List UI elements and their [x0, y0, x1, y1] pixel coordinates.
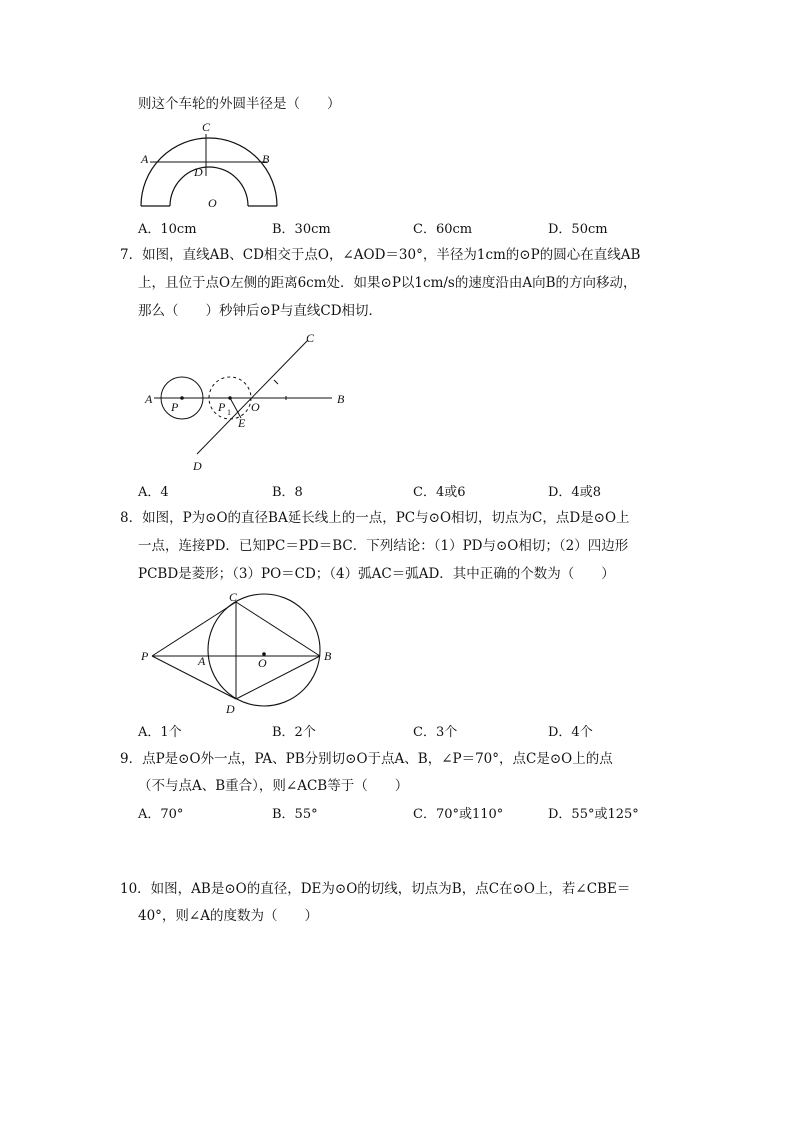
- q6-stem-tail: 则这个车轮的外圆半径是（ ）: [138, 96, 341, 112]
- q6-option-a[interactable]: A．10cm: [138, 222, 197, 237]
- q7-label-a: A: [145, 392, 153, 406]
- q7-label-p: P: [171, 400, 179, 414]
- q8-stem-line1: 8．如图，P为⊙O的直径BA延长线上的一点，PC与⊙O相切，切点为C，点D是⊙O上: [120, 510, 630, 526]
- q7-label-e: E: [238, 416, 246, 430]
- q8-figure: [138, 588, 338, 718]
- q8-label-b: B: [324, 649, 332, 663]
- q8-option-c[interactable]: C．3个: [413, 725, 458, 740]
- q10-stem-line2: 40°，则∠A的度数为（ ）: [138, 908, 318, 924]
- q7-stem-line1: 7．如图，直线AB、CD相交于点O，∠AOD＝30°，半径为1cm的⊙P的圆心在直线AB: [120, 247, 641, 263]
- q7-option-d[interactable]: D．4或8: [548, 485, 601, 500]
- q7-stem-line2: 上，且位于点O左侧的距离6cm处．如果⊙P以1cm/s的速度沿由A向B的方向移动，: [138, 275, 637, 291]
- q8-label-c: C: [229, 590, 238, 604]
- q7-label-p1-sub: 1: [227, 408, 231, 417]
- q6-label-o: O: [208, 196, 217, 210]
- q7-stem-line3: 那么（ ）秒钟后⊙P与直线CD相切．: [138, 303, 383, 319]
- q9-option-d[interactable]: D．55°或125°: [548, 807, 639, 822]
- q8-label-o: O: [258, 656, 267, 670]
- q8-label-a: A: [198, 654, 206, 668]
- q7-label-c: C: [306, 331, 315, 345]
- q9-stem-line1: 9．点P是⊙O外一点，PA、PB分别切⊙O于点A、B，∠P＝70°，点C是⊙O上的点: [120, 751, 613, 767]
- q7-label-p1: P: [218, 400, 226, 414]
- q7-option-a[interactable]: A．4: [138, 485, 169, 500]
- q7-label-o: O: [251, 400, 260, 414]
- q7-option-b[interactable]: B．8: [272, 485, 303, 500]
- q9-option-c[interactable]: C．70°或110°: [413, 807, 504, 822]
- q8-label-d: D: [226, 702, 235, 716]
- q6-option-d[interactable]: D．50cm: [548, 222, 608, 237]
- q7-option-c[interactable]: C．4或6: [413, 485, 466, 500]
- q6-label-a: A: [141, 152, 149, 166]
- q7-label-b: B: [337, 392, 345, 406]
- q6-label-d: D: [194, 165, 203, 179]
- q8-label-p: P: [141, 649, 149, 663]
- q7-label-d: D: [193, 459, 202, 473]
- q6-option-c[interactable]: C．60cm: [413, 222, 473, 237]
- q6-option-b[interactable]: B．30cm: [272, 222, 331, 237]
- q8-option-b[interactable]: B．2个: [272, 725, 316, 740]
- q6-label-c: C: [202, 120, 211, 134]
- q7-figure: [140, 330, 355, 475]
- q8-stem-line3: PCBD是菱形；（3）PO＝CD；（4）弧AC＝弧AD．其中正确的个数为（ ）: [138, 566, 615, 582]
- q8-option-d[interactable]: D．4个: [548, 725, 593, 740]
- q8-stem-line2: 一点，连接PD．已知PC＝PD＝BC．下列结论：（1）PD与⊙O相切；（2）四边形: [138, 538, 629, 554]
- q9-option-a[interactable]: A．70°: [138, 807, 184, 822]
- q9-option-b[interactable]: B．55°: [272, 807, 318, 822]
- q8-option-a[interactable]: A．1个: [138, 725, 182, 740]
- q9-stem-line2: （不与点A、B重合），则∠ACB等于（ ）: [138, 778, 409, 794]
- q6-label-b: B: [262, 152, 270, 166]
- q10-stem-line1: 10．如图，AB是⊙O的直径，DE为⊙O的切线，切点为B，点C在⊙O上，若∠CBE＝: [120, 881, 631, 897]
- q6-wheel-figure: [135, 118, 285, 218]
